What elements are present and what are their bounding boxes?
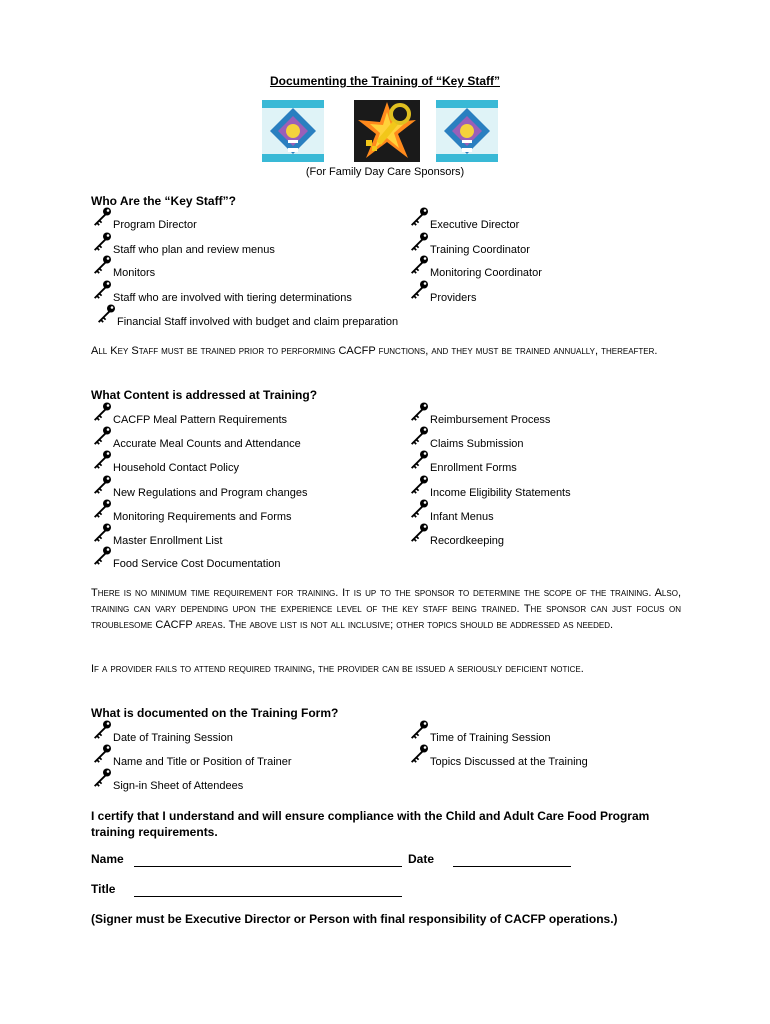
- key-icon: [91, 449, 113, 471]
- key-icon: [408, 498, 430, 520]
- list-item: Claims Submission: [430, 437, 524, 451]
- key-icon: [91, 545, 113, 567]
- name-label: Name: [91, 852, 124, 866]
- key-icon: [91, 498, 113, 520]
- key-staff-heading: Who Are the “Key Staff”?: [91, 194, 236, 208]
- seriously-deficient-note: If a provider fails to attend required training, the provider can be issued a seriously deficient notice.: [91, 663, 584, 675]
- key-icon: [91, 279, 113, 301]
- key-icon: [408, 522, 430, 544]
- title-field[interactable]: [134, 896, 402, 897]
- date-label: Date: [408, 852, 435, 866]
- key-icon: [91, 743, 113, 765]
- list-item: Name and Title or Position of Trainer: [113, 755, 292, 769]
- key-icon: [91, 522, 113, 544]
- list-item: Topics Discussed at the Training: [430, 755, 588, 769]
- list-item: Executive Director: [430, 218, 519, 232]
- list-item: Monitors: [113, 266, 155, 280]
- list-item: Recordkeeping: [430, 534, 504, 548]
- key-icon: [91, 231, 113, 253]
- list-item: Accurate Meal Counts and Attendance: [113, 437, 301, 451]
- key-icon: [408, 425, 430, 447]
- document-subtitle: (For Family Day Care Sponsors): [305, 166, 465, 178]
- key-icon: [408, 206, 430, 228]
- list-item: Staff who plan and review menus: [113, 243, 275, 257]
- training-requirement-note: All Key Staff must be trained prior to performing CACFP functions, and they must be trained annually, thereafter.: [91, 345, 658, 357]
- list-item: CACFP Meal Pattern Requirements: [113, 413, 287, 427]
- key-icon: [408, 279, 430, 301]
- training-form-heading: What is documented on the Training Form?: [91, 706, 339, 720]
- list-item: Staff who are involved with tiering determinations: [113, 291, 352, 305]
- key-icon: [91, 719, 113, 741]
- list-item: Income Eligibility Statements: [430, 486, 571, 500]
- key-icon: [408, 719, 430, 741]
- certification-statement: I certify that I understand and will ensure compliance with the Child and Adult Care Food Program training requirements.: [91, 809, 650, 839]
- list-item: Household Contact Policy: [113, 461, 239, 475]
- list-item: Monitoring Coordinator: [430, 266, 542, 280]
- key-icon: [408, 743, 430, 765]
- list-item: Monitoring Requirements and Forms: [113, 510, 292, 524]
- list-item: Financial Staff involved with budget and claim preparation: [117, 315, 398, 329]
- list-item: Enrollment Forms: [430, 461, 517, 475]
- pattern-illustration-left: [262, 100, 324, 162]
- key-icon: [91, 425, 113, 447]
- name-field[interactable]: [134, 866, 402, 867]
- list-item: Program Director: [113, 218, 197, 232]
- list-item: Sign-in Sheet of Attendees: [113, 779, 243, 793]
- key-icon: [408, 401, 430, 423]
- key-icon: [91, 474, 113, 496]
- list-item: Infant Menus: [430, 510, 494, 524]
- list-item: Master Enrollment List: [113, 534, 222, 548]
- key-icon: [91, 767, 113, 789]
- key-icon: [408, 474, 430, 496]
- signer-note: (Signer must be Executive Director or Person with final responsibility of CACFP operations.): [91, 912, 618, 926]
- list-item: Time of Training Session: [430, 731, 551, 745]
- list-item: Providers: [430, 291, 476, 305]
- title-label: Title: [91, 882, 116, 896]
- key-icon: [408, 449, 430, 471]
- pattern-illustration-right: [436, 100, 498, 162]
- keys-illustration: [354, 100, 420, 162]
- list-item: Reimbursement Process: [430, 413, 550, 427]
- document-title: Documenting the Training of “Key Staff”: [269, 74, 500, 88]
- key-icon: [95, 303, 117, 325]
- key-icon: [91, 206, 113, 228]
- list-item: New Regulations and Program changes: [113, 486, 307, 500]
- list-item: Date of Training Session: [113, 731, 233, 745]
- date-field[interactable]: [453, 866, 571, 867]
- list-item: Training Coordinator: [430, 243, 530, 257]
- key-icon: [91, 401, 113, 423]
- training-scope-note: There is no minimum time requirement for training. It is up to the sponsor to determine the scope of the training. Also, training can vary depending upon the experience level of the key staff being trained. The sponsor can just focus on troublesome CACFP areas. The above list is not all inclusive; other topics should be addressed as needed.: [91, 587, 681, 631]
- key-icon: [408, 254, 430, 276]
- key-icon: [408, 231, 430, 253]
- key-icon: [91, 254, 113, 276]
- training-content-heading: What Content is addressed at Training?: [91, 388, 318, 402]
- list-item: Food Service Cost Documentation: [113, 557, 281, 571]
